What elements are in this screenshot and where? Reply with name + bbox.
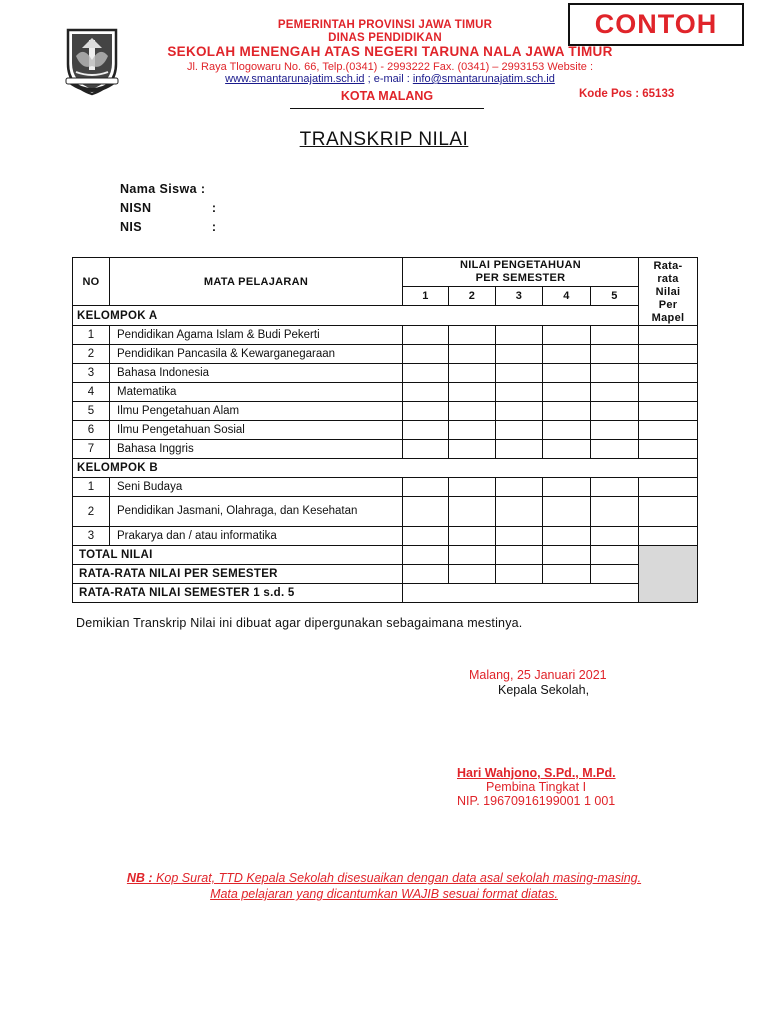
average-header-line: Nilai — [655, 286, 681, 298]
subject-name: Ilmu Pengetahuan Alam — [110, 402, 403, 421]
grade-cell[interactable] — [639, 421, 698, 440]
subject-row — [73, 383, 698, 402]
semester-header-1: 1 — [403, 286, 449, 306]
grade-cell[interactable] — [591, 421, 639, 440]
subject-name: Ilmu Pengetahuan Sosial — [110, 421, 403, 440]
closing-statement: Demikian Transkrip Nilai ini dibuat agar dipergunakan sebagaimana mestinya. — [76, 616, 523, 630]
letterhead-government: PEMERINTAH PROVINSI JAWA TIMUR — [277, 19, 493, 31]
grade-cell[interactable] — [496, 497, 543, 527]
letterhead-contact — [130, 73, 650, 85]
grade-cell[interactable] — [403, 527, 449, 546]
column-header-knowledge-line1: NILAI PENGETAHUAN — [460, 258, 582, 271]
total-row — [73, 546, 698, 565]
provincial-emblem-logo — [62, 26, 122, 96]
student-nisn-label: NISN — [120, 201, 152, 215]
grade-cell[interactable] — [543, 440, 591, 459]
row-number: 3 — [73, 527, 110, 546]
column-header-knowledge — [403, 258, 639, 287]
grade-cell[interactable] — [403, 565, 449, 584]
subject-name: Pendidikan Agama Islam & Budi Pekerti — [110, 326, 403, 345]
grade-cell[interactable] — [639, 527, 698, 546]
student-nisn-colon: : — [211, 201, 217, 215]
row-number: 5 — [73, 402, 110, 421]
grade-cell[interactable] — [496, 402, 543, 421]
document-title-text: TRANSKRIP NILAI — [299, 129, 469, 150]
grade-cell[interactable] — [543, 565, 591, 584]
grade-cell[interactable] — [403, 497, 449, 527]
column-header-subject: MATA PELAJARAN — [110, 258, 403, 306]
semester-header-5: 5 — [591, 286, 639, 306]
grade-cell[interactable] — [496, 326, 543, 345]
signature-nip: NIP. 19670916199001 1 001 — [457, 794, 616, 808]
grade-cell[interactable] — [639, 402, 698, 421]
grade-cell[interactable] — [403, 383, 449, 402]
grade-cell[interactable] — [403, 421, 449, 440]
subject-row — [73, 478, 698, 497]
grade-cell[interactable] — [403, 478, 449, 497]
grade-cell[interactable] — [543, 478, 591, 497]
student-name-colon: : — [200, 182, 206, 196]
subject-row — [73, 497, 698, 527]
subject-row — [73, 402, 698, 421]
grade-cell[interactable] — [591, 497, 639, 527]
subject-row — [73, 440, 698, 459]
subject-name: Seni Budaya — [110, 478, 403, 497]
website-link[interactable]: www.smantarunajatim.sch.id — [225, 73, 365, 85]
student-nis-label: NIS — [120, 220, 143, 234]
sample-stamp: CONTOH — [568, 3, 744, 46]
grade-cell[interactable] — [449, 440, 496, 459]
grade-cell[interactable] — [639, 326, 698, 345]
grade-cell[interactable] — [496, 345, 543, 364]
grade-cell[interactable] — [591, 527, 639, 546]
average-header-line: rata — [657, 273, 679, 285]
letterhead-school-name: SEKOLAH MENENGAH ATAS NEGERI TARUNA NALA JAWA TIMUR — [167, 44, 613, 59]
row-number: 2 — [73, 345, 110, 364]
grade-cell[interactable] — [543, 326, 591, 345]
grade-cell[interactable] — [403, 364, 449, 383]
average-header-line: Per — [658, 299, 678, 311]
grade-cell[interactable] — [639, 383, 698, 402]
signature-place-date: Malang, 25 Januari 2021 — [469, 668, 607, 682]
subject-name: Pendidikan Jasmani, Olahraga, dan Kesehatan — [110, 497, 403, 527]
grade-cell[interactable] — [591, 364, 639, 383]
subject-row — [73, 326, 698, 345]
row-number: 2 — [73, 497, 110, 527]
signature-name: Hari Wahjono, S.Pd., M.Pd. — [457, 766, 616, 780]
note-line2: Mata pelajaran yang dicantumkan WAJIB sesuai format diatas. — [210, 887, 558, 901]
grade-cell[interactable] — [496, 421, 543, 440]
grade-cell[interactable] — [449, 546, 496, 565]
grade-cell[interactable] — [543, 345, 591, 364]
subject-name: Prakarya dan / atau informatika — [110, 527, 403, 546]
grade-table — [72, 257, 698, 603]
overall-average-label: RATA-RATA NILAI SEMESTER 1 s.d. 5 — [73, 584, 403, 603]
grade-cell[interactable] — [403, 402, 449, 421]
grade-cell[interactable] — [543, 383, 591, 402]
subject-name: Matematika — [110, 383, 403, 402]
average-header-line: Mapel — [651, 312, 685, 324]
grade-cell[interactable] — [403, 326, 449, 345]
grade-cell[interactable] — [496, 383, 543, 402]
grade-cell[interactable] — [496, 565, 543, 584]
grade-cell[interactable] — [496, 546, 543, 565]
grade-cell[interactable] — [449, 497, 496, 527]
grade-cell[interactable] — [591, 326, 639, 345]
column-header-knowledge-line2: PER SEMESTER — [475, 271, 566, 284]
grade-cell[interactable] — [543, 497, 591, 527]
letterhead-department: DINAS PENDIDIKAN — [328, 32, 442, 44]
grade-cell[interactable] — [639, 345, 698, 364]
column-header-average — [639, 258, 698, 326]
overall-average-row — [73, 584, 698, 603]
grade-cell[interactable] — [639, 497, 698, 527]
grade-cell[interactable] — [543, 546, 591, 565]
student-nisn-row — [120, 201, 216, 215]
group-b-heading: KELOMPOK B — [73, 459, 698, 478]
note-text-1: Kop Surat, TTD Kepala Sekolah disesuaikan dengan data asal sekolah masing-masing. — [152, 871, 642, 885]
grade-cell[interactable] — [591, 546, 639, 565]
subject-row — [73, 345, 698, 364]
grade-cell[interactable] — [543, 527, 591, 546]
row-number: 1 — [73, 478, 110, 497]
grade-cell[interactable] — [449, 478, 496, 497]
grade-cell[interactable] — [496, 527, 543, 546]
grade-cell[interactable] — [449, 326, 496, 345]
subject-name: Pendidikan Pancasila & Kewarganegaraan — [110, 345, 403, 364]
grade-cell[interactable] — [496, 440, 543, 459]
email-link[interactable]: info@smantarunajatim.sch.id — [412, 73, 555, 85]
grade-cell[interactable] — [543, 421, 591, 440]
letterhead-city: KOTA MALANG — [290, 89, 484, 109]
signature-role: Kepala Sekolah, — [498, 683, 590, 697]
grade-cell[interactable] — [639, 364, 698, 383]
subject-row — [73, 364, 698, 383]
grade-cell[interactable] — [449, 421, 496, 440]
subject-name: Bahasa Inggris — [110, 440, 403, 459]
grade-cell[interactable] — [591, 402, 639, 421]
signature-rank: Pembina Tingkat I — [486, 780, 587, 794]
grade-cell[interactable] — [591, 345, 639, 364]
grade-cell[interactable] — [543, 402, 591, 421]
column-header-no: NO — [73, 258, 110, 306]
grade-cell[interactable] — [639, 478, 698, 497]
row-number: 1 — [73, 326, 110, 345]
subject-row — [73, 527, 698, 546]
grade-cell[interactable] — [403, 345, 449, 364]
semester-header-4: 4 — [543, 286, 591, 306]
subject-name: Bahasa Indonesia — [110, 364, 403, 383]
grade-cell[interactable] — [591, 383, 639, 402]
grade-cell[interactable] — [591, 565, 639, 584]
row-number: 3 — [73, 364, 110, 383]
row-number: 7 — [73, 440, 110, 459]
note — [0, 870, 768, 902]
semester-header-3: 3 — [496, 286, 543, 306]
semester-average-row — [73, 565, 698, 584]
grade-cell[interactable] — [403, 440, 449, 459]
student-nis-colon: : — [211, 220, 217, 234]
semester-average-label: RATA-RATA NILAI PER SEMESTER — [73, 565, 403, 584]
grade-cell[interactable] — [449, 527, 496, 546]
grade-cell[interactable] — [543, 364, 591, 383]
document-title — [0, 129, 768, 151]
semester-header-2: 2 — [449, 286, 496, 306]
note-line1 — [0, 870, 768, 886]
letterhead-postal-code: Kode Pos : 65133 — [579, 88, 675, 100]
row-number: 6 — [73, 421, 110, 440]
student-name-label: Nama Siswa — [120, 182, 197, 196]
group-a-heading: KELOMPOK A — [73, 306, 639, 326]
grade-cell[interactable] — [496, 364, 543, 383]
grade-cell[interactable] — [449, 402, 496, 421]
grade-cell[interactable] — [496, 478, 543, 497]
overall-average-cell[interactable] — [403, 584, 639, 603]
grade-cell[interactable] — [591, 478, 639, 497]
student-nis-row — [120, 220, 216, 234]
grade-cell[interactable] — [591, 440, 639, 459]
letterhead-address: Jl. Raya Tlogowaru No. 66, Telp.(0341) - 2993222 Fax. (0341) – 2993153 Website : — [186, 61, 594, 73]
grade-cell[interactable] — [403, 546, 449, 565]
grade-cell[interactable] — [639, 440, 698, 459]
grade-cell[interactable] — [449, 565, 496, 584]
note-label: NB : — [126, 871, 153, 885]
shaded-cell — [639, 546, 698, 603]
average-header-line: Rata- — [653, 260, 683, 272]
grade-cell[interactable] — [449, 345, 496, 364]
student-name-row — [120, 182, 205, 196]
total-label: TOTAL NILAI — [73, 546, 403, 565]
row-number: 4 — [73, 383, 110, 402]
email-label: ; e-mail : — [364, 73, 413, 85]
grade-cell[interactable] — [449, 383, 496, 402]
grade-cell[interactable] — [449, 364, 496, 383]
subject-row — [73, 421, 698, 440]
